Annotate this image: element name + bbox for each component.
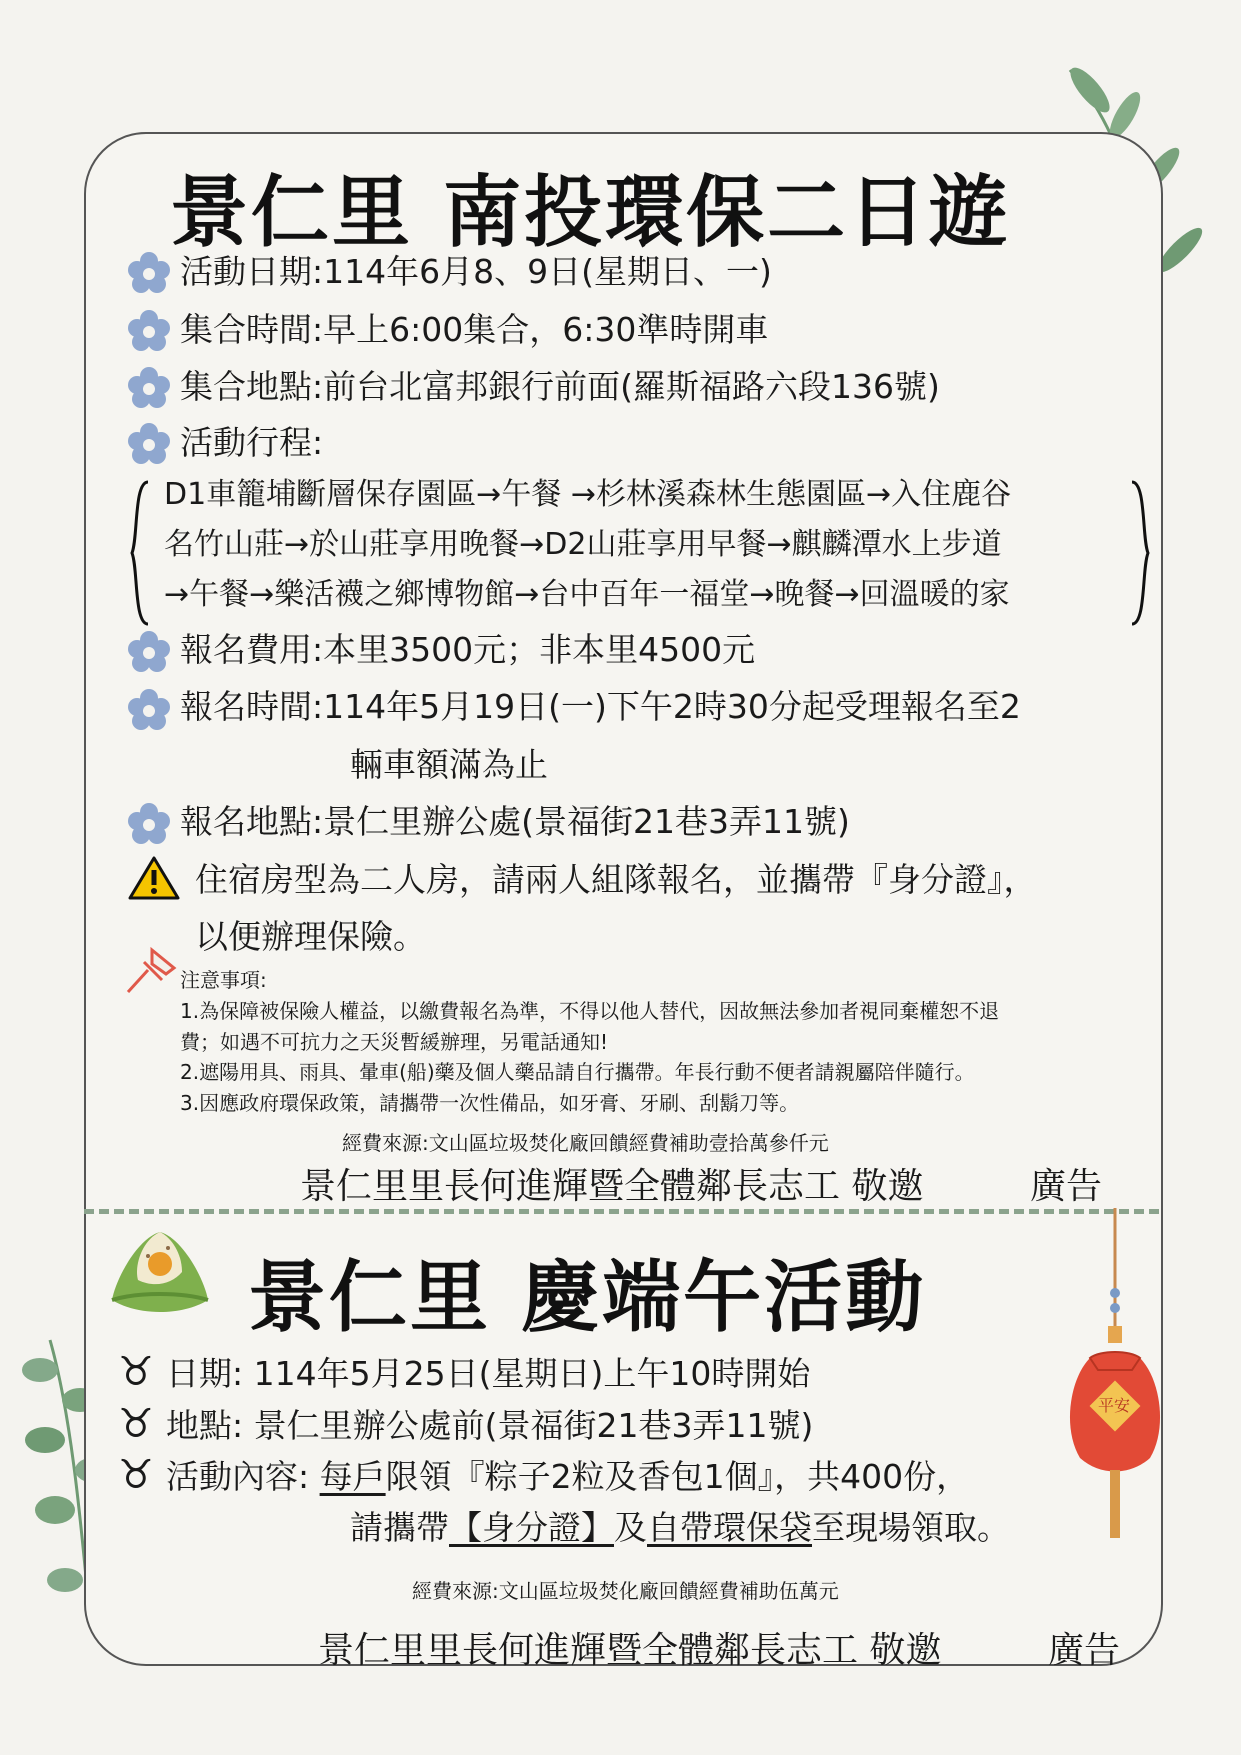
dragon-content	[118, 1452, 970, 1498]
trip-schedule-line-2: 名竹山莊→於山莊享用晚餐→D2山莊享用早餐→麒麟潭水上步道	[164, 527, 1002, 562]
dragon-content-rest: 限領『粽子2粒及香包1個』，共400份，	[385, 1457, 970, 1496]
trip-meet-time: 集合時間:早上6:00集合，6:30準時開車	[180, 310, 769, 349]
taurus-bullet-icon: ♉	[118, 1452, 154, 1498]
warning-icon	[128, 855, 180, 901]
trip-funding: 經費來源:文山區垃圾焚化廠回饋經費補助壹拾萬參仟元	[342, 1131, 829, 1155]
flower-bullet-icon	[128, 631, 170, 673]
pushpin-icon	[122, 944, 182, 1000]
flower-bullet-icon	[128, 803, 170, 845]
trip-schedule-line-1: D1車籠埔斷層保存園區→午餐 →杉林溪森林生態園區→入住鹿谷	[164, 477, 1012, 512]
dragon-ad-label: 廣告	[1048, 1630, 1121, 1671]
trip-fee: 報名費用:本里3500元；非本里4500元	[180, 630, 756, 669]
flower-bullet-icon	[128, 423, 170, 465]
dragon-bring-a: 請攜帶	[350, 1508, 449, 1547]
flower-bullet-icon	[128, 252, 170, 294]
dragon-bring-id: 【身分證】	[449, 1508, 614, 1547]
dragon-place-text: 地點: 景仁里辦公處前(景福街21巷3弄11號)	[166, 1406, 814, 1445]
dragon-signature: 景仁里里長何進輝暨全體鄰長志工 敬邀	[318, 1630, 942, 1671]
trip-signup-time: 報名時間:114年5月19日(一)下午2時30分起受理報名至2	[180, 687, 1021, 726]
section-divider	[84, 1209, 1159, 1214]
dragon-bring-bag: 自帶環保袋	[647, 1508, 812, 1547]
taurus-bullet-icon: ♉	[118, 1349, 154, 1395]
dragon-date-text: 日期: 114年5月25日(星期日)上午10時開始	[166, 1354, 811, 1393]
dragon-bring-c: 至現場領取。	[812, 1508, 1010, 1547]
note-line-3: 2.遮陽用具、雨具、暈車(船)藥及個人藥品請自行攜帶。年長行動不便者請親屬陪伴隨行。	[180, 1060, 975, 1084]
dragon-funding: 經費來源:文山區垃圾焚化廠回饋經費補助伍萬元	[412, 1579, 839, 1603]
zongzi-icon	[108, 1228, 212, 1320]
trip-signup-place: 報名地點:景仁里辦公處(景福街21巷3弄11號)	[180, 802, 850, 841]
left-brace-icon	[128, 478, 152, 628]
dragon-content-household: 每戶	[319, 1457, 386, 1496]
trip-ad-label: 廣告	[1030, 1166, 1103, 1207]
trip-schedule-line-3: →午餐→樂活襪之鄉博物館→台中百年一福堂→晚餐→回溫暖的家	[164, 577, 1010, 612]
trip-date: 活動日期:114年6月8、9日(星期日、一)	[180, 252, 772, 291]
dragon-date	[118, 1349, 811, 1395]
trip-warning-line-2: 以便辦理保險。	[195, 917, 426, 956]
flower-bullet-icon	[128, 689, 170, 731]
trip-signature: 景仁里里長何進輝暨全體鄰長志工 敬邀	[300, 1166, 924, 1207]
dragon-bring-b: 及	[614, 1508, 647, 1547]
taurus-bullet-icon: ♉	[118, 1401, 154, 1447]
trip-title: 景仁里 南投環保二日遊	[170, 168, 1011, 258]
flower-bullet-icon	[128, 367, 170, 409]
note-line-2: 費；如遇不可抗力之天災暫緩辦理，另電話通知!	[180, 1030, 609, 1054]
dragon-content-label: 活動內容:	[166, 1457, 320, 1496]
trip-signup-time-cont: 輛車額滿為止	[350, 745, 548, 784]
trip-meet-place: 集合地點:前台北富邦銀行前面(羅斯福路六段136號)	[180, 367, 940, 406]
note-line-1: 1.為保障被保險人權益，以繳費報名為準，不得以他人替代，因故無法參加者視同棄權恕不退	[180, 999, 1000, 1023]
dragon-title: 景仁里 慶端午活動	[248, 1253, 927, 1343]
sachet-text: 平安	[1098, 1396, 1131, 1415]
dragon-bring	[350, 1508, 1010, 1548]
sachet-icon	[1060, 1208, 1170, 1538]
note-line-4: 3.因應政府環保政策，請攜帶一次性備品，如牙膏、牙刷、刮鬍刀等。	[180, 1091, 800, 1115]
notes-title: 注意事項:	[180, 968, 267, 992]
trip-schedule-label: 活動行程:	[180, 423, 324, 462]
right-brace-icon	[1128, 478, 1152, 628]
trip-warning-line-1: 住宿房型為二人房，請兩人組隊報名，並攜帶『身分證』，	[195, 860, 1037, 899]
flower-bullet-icon	[128, 310, 170, 352]
dragon-place	[118, 1401, 814, 1447]
